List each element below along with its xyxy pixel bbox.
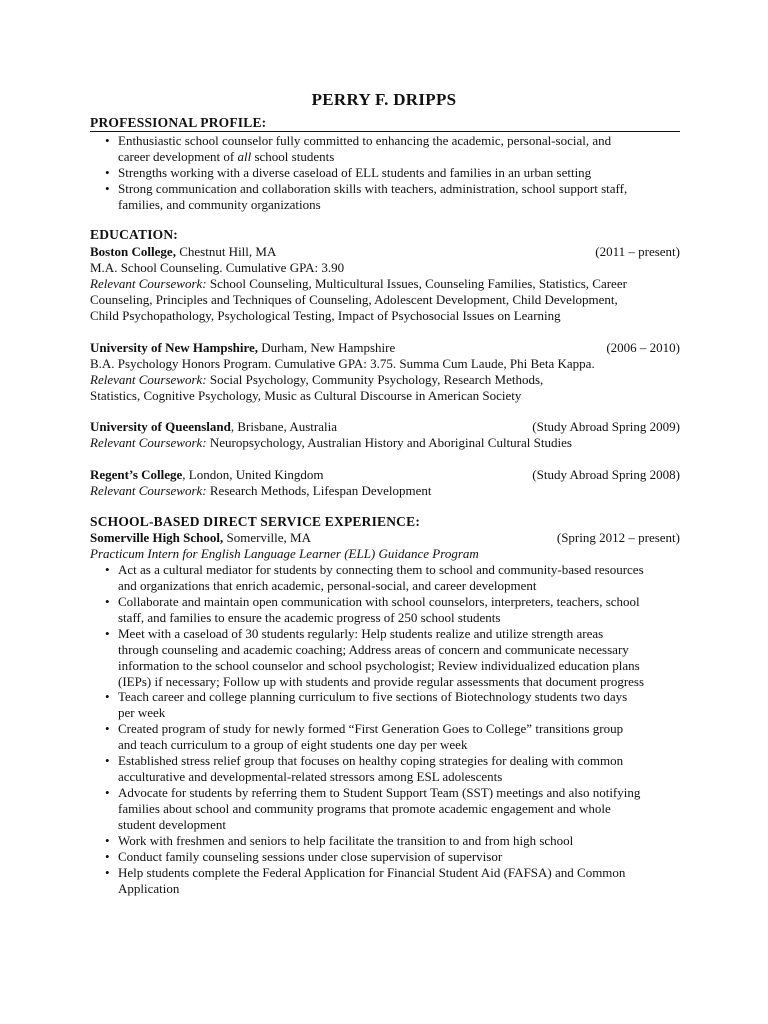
edu-queensland [90,419,680,435]
text-fragment: Social Psychology, Community Psychology, Research Methods, [206,372,544,387]
school-location: , Brisbane, Australia [230,419,337,434]
edu-coursework [90,483,680,499]
edu-dates: (Study Abroad Spring 2008) [532,467,680,482]
edu-coursework-line: Counseling, Principles and Techniques of Counseling, Adolescent Development, Child Development, [90,292,618,307]
edu-boston-college [90,244,680,260]
coursework-label: Relevant Coursework: [90,435,207,450]
bullet-icon: • [105,689,110,704]
profile-rule [90,131,680,132]
exp-bullet-cont: and organizations that enrich academic, personal-social, and career development [118,578,537,593]
edu-dates: (Study Abroad Spring 2009) [532,419,680,434]
candidate-name: PERRY F. DRIPPS [311,90,457,109]
exp-dates: (Spring 2012 – present) [556,530,680,545]
exp-bullet-cont: staff, and families to ensure the academic progress of 250 school students [118,610,501,625]
bullet-icon: • [105,753,110,768]
exp-somerville [90,530,680,546]
coursework-label: Relevant Coursework: [90,276,207,291]
text-fragment: School Counseling, Multicultural Issues, Counseling Families, Statistics, Career [206,276,627,291]
profile-bullet-1-line-1: Enthusiastic school counselor fully committed to enhancing the academic, personal-social, and [118,133,612,148]
exp-bullet: Established stress relief group that focuses on healthy coping strategies for dealing with common [118,753,624,768]
emphasis-all: all [237,149,252,164]
profile-bullet-2: Strengths working with a diverse caseload of ELL students and families in an urban setting [118,165,592,180]
exp-bullet: Help students complete the Federal Application for Financial Student Aid (FAFSA) and Common [118,865,626,880]
exp-bullet: Created program of study for newly formed “First Generation Goes to College” transitions group [118,721,624,736]
profile-heading: PROFESSIONAL PROFILE: [90,115,267,130]
bullet-icon: • [105,594,110,609]
edu-degree: M.A. School Counseling. Cumulative GPA: 3.90 [90,260,345,275]
education-heading: EDUCATION: [90,227,179,242]
school-name: Regent’s College [90,467,183,482]
exp-role: Practicum Intern for English Language Learner (ELL) Guidance Program [90,546,479,561]
edu-coursework [90,372,680,388]
edu-coursework-line: Statistics, Cognitive Psychology, Music as Cultural Discourse in American Society [90,388,522,403]
profile-bullet-3-line-2: families, and community organizations [118,197,321,212]
school-name: Somerville High School, [90,530,224,545]
exp-bullet-cont: and teach curriculum to a group of eight students one day per week [118,737,468,752]
bullet-icon: • [105,833,110,848]
exp-bullet: Act as a cultural mediator for students by connecting them to school and community-based resources [118,562,644,577]
bullet-icon: • [105,562,110,577]
exp-bullet-cont: Application [118,881,180,896]
school-location: Durham, New Hampshire [258,340,396,355]
exp-bullet: Conduct family counseling sessions under close supervision of supervisor [118,849,503,864]
exp-bullet-cont: information to the school counselor and school psychologist; Review individualized education plans [118,658,640,673]
exp-bullet-cont: through counseling and academic coaching; Address areas of concern and communicate necessary [118,642,629,657]
edu-dates: (2011 – present) [595,244,680,259]
edu-dates: (2006 – 2010) [606,340,680,355]
exp-bullet-cont: per week [118,705,166,720]
coursework-label: Relevant Coursework: [90,483,207,498]
bullet-icon: • [105,865,110,880]
text-fragment: Research Methods, Lifespan Development [206,483,432,498]
exp-bullet-cont: (IEPs) if necessary; Follow up with students and provide regular assessments that document progress [118,674,645,689]
profile-bullet-1-line-2 [118,149,683,165]
exp-bullet: Teach career and college planning curriculum to five sections of Biotechnology students two days [118,689,628,704]
bullet-icon: • [105,133,110,148]
coursework-label: Relevant Coursework: [90,372,207,387]
experience-heading: SCHOOL-BASED DIRECT SERVICE EXPERIENCE: [90,514,421,529]
text-fragment: Neuropsychology, Australian History and Aboriginal Cultural Studies [206,435,572,450]
edu-coursework [90,435,680,451]
exp-bullet: Work with freshmen and seniors to help facilitate the transition to and from high school [118,833,574,848]
school-name: Boston College, [90,244,176,259]
text-fragment: school students [251,149,335,164]
profile-bullet-3-line-1: Strong communication and collaboration skills with teachers, administration, school support staff, [118,181,628,196]
bullet-icon: • [105,721,110,736]
school-location: Chestnut Hill, MA [175,244,277,259]
school-location: , London, United Kingdom [182,467,324,482]
bullet-icon: • [105,626,110,641]
exp-bullet-cont: families about school and community programs that promote academic engagement and whole [118,801,611,816]
bullet-icon: • [105,181,110,196]
exp-bullet-cont: acculturative and developmental-related stressors among ESL adolescents [118,769,503,784]
exp-bullet: Meet with a caseload of 30 students regularly: Help students realize and utilize strength areas [118,626,604,641]
bullet-icon: • [105,165,110,180]
exp-bullet: Collaborate and maintain open communication with school counselors, interpreters, teachers, school [118,594,640,609]
edu-degree: B.A. Psychology Honors Program. Cumulative GPA: 3.75. Summa Cum Laude, Phi Beta Kappa. [90,356,595,371]
edu-regents [90,467,680,483]
edu-coursework-line: Child Psychopathology, Psychological Testing, Impact of Psychosocial Issues on Learning [90,308,561,323]
edu-coursework [90,276,680,292]
exp-bullet: Advocate for students by referring them to Student Support Team (SST) meetings and also notifying [118,785,641,800]
bullet-icon: • [105,849,110,864]
school-name: University of New Hampshire, [90,340,259,355]
school-location: Somerville, MA [223,530,311,545]
edu-unh [90,340,680,356]
school-name: University of Queensland [90,419,231,434]
text-fragment: career development of [118,149,238,164]
bullet-icon: • [105,785,110,800]
exp-bullet-cont: student development [118,817,226,832]
